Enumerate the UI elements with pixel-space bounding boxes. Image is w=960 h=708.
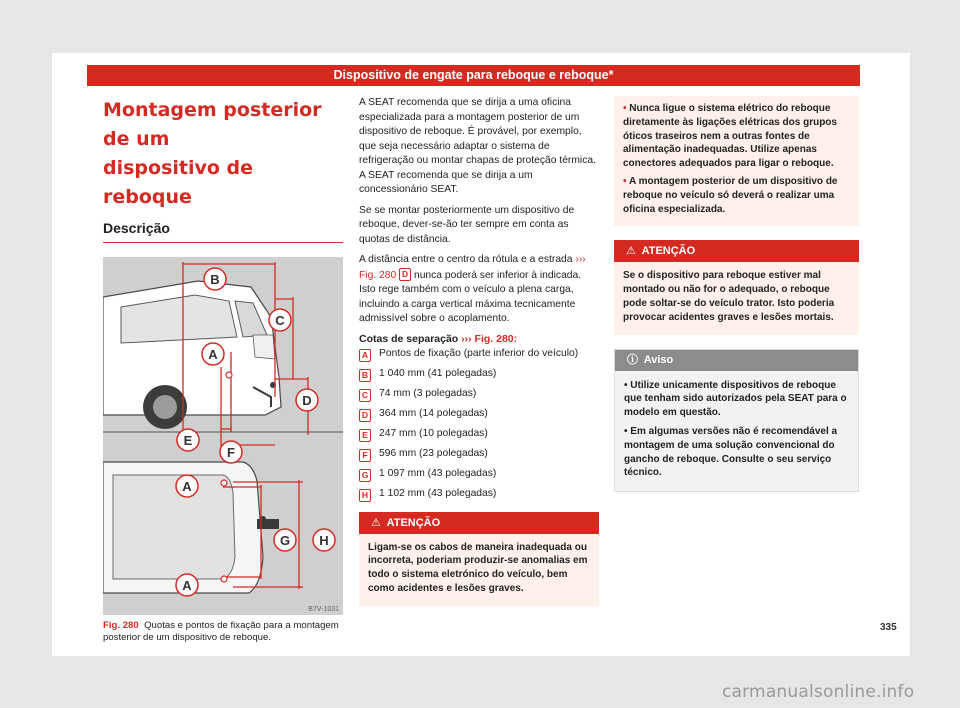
note-bullet-1 [624, 379, 850, 420]
warning-bullet-text: Nunca ligue o sistema elétrico do reboque diretamente às ligações elétricas dos grupos óticos traseiros nem a outras fontes de alimentação inadequadas. Utilize apenas conectores adequados para ligar o reboque. [623, 103, 837, 170]
warning-bullet-1 [623, 102, 851, 171]
distance-item-a [359, 347, 599, 362]
figure-280-link[interactable]: ››› Fig. 280 [359, 254, 586, 281]
warning-label: ATENÇÃO [641, 245, 696, 258]
page-number: 335 [880, 622, 897, 633]
note-body [615, 371, 858, 492]
distance-text: 596 mm (23 polegadas) [379, 447, 488, 459]
figure-caption [103, 620, 343, 644]
note-bullet-text: Em algumas versões não é recomendável a montagem de uma solução convencional do gancho de reboque. Consulte o seu serviço técnico. [624, 425, 838, 479]
svg-text:D: D [302, 393, 312, 408]
bullet-icon: • [624, 379, 628, 391]
bullet-icon: • [623, 175, 627, 187]
info-icon: ⓘ [627, 353, 638, 366]
distance-text: 1 102 mm (43 polegadas) [379, 487, 497, 499]
separation-title-text: Cotas de separação [359, 332, 459, 345]
warning-body-continued [614, 96, 859, 226]
note-box [614, 349, 859, 493]
distance-item-e [359, 427, 599, 442]
note-bullet-text: Utilize unicamente dispositivos de reboque que tenham sido autorizados pela SEAT para o modelo em questão. [624, 379, 847, 419]
watermark: carmanualsonline.info [722, 682, 915, 702]
warning-bullet-text: A montagem posterior de um dispositivo de reboque no veículo só deverá o realizar uma oficina especializada. [623, 175, 838, 215]
warning-header [359, 512, 599, 534]
distance-item-b [359, 367, 599, 382]
label-d [296, 389, 318, 411]
label-a-bottom [176, 574, 198, 596]
note-label: Aviso [643, 353, 674, 366]
section-title-line1: Montagem posterior de um [103, 99, 322, 150]
paragraph-3 [359, 253, 599, 327]
badge-f: F [359, 449, 371, 462]
warning-box-1-continued [614, 96, 859, 226]
svg-text:C: C [275, 313, 285, 328]
badge-g: G [359, 469, 371, 482]
bullet-icon: • [624, 425, 628, 437]
bullet-icon: • [623, 103, 627, 114]
figure-code: B7V-1031 [308, 606, 339, 613]
svg-text:A: A [182, 479, 192, 494]
svg-text:A: A [182, 578, 192, 593]
figure-280 [103, 257, 343, 615]
separation-title [359, 333, 599, 345]
distance-item-d [359, 407, 599, 422]
label-b [204, 268, 226, 290]
label-h [313, 529, 335, 551]
svg-text:E: E [183, 433, 193, 448]
warning-box-2 [614, 240, 859, 334]
svg-text:B: B [210, 272, 220, 287]
label-a-side [202, 343, 224, 365]
middle-column [359, 96, 599, 606]
section-subtitle: Descrição [103, 220, 343, 243]
paragraph-1: A SEAT recomenda que se dirija a uma oficina especializada para a montagem posterior de um dispositivo de reboque. É provável, por exemplo, que seja necessário adaptar o sistema de refrigeração ou montar chapas de proteção térmica. A SEAT recomenda que se dirija a um concessionário SEAT. [359, 97, 596, 195]
badge-h: H [359, 489, 371, 502]
warning-body [359, 534, 599, 606]
paragraph-3-end: nunca poderá ser inferior à indicada. Isto rege também com o veículo a plena carga, incluindo a carga vertical máxima tecnicamente admissível sobre o acoplamento. [359, 269, 582, 324]
warning-body [614, 262, 859, 334]
svg-text:G: G [279, 533, 291, 548]
warning-text: Se o dispositivo para reboque estiver mal montado ou não for o adequado, o reboque pode soltar-se do veículo trator. Isto poderia provocar acidentes graves e lesões mortais. [623, 270, 835, 323]
svg-text:F: F [227, 445, 235, 460]
badge-d: D [399, 268, 411, 281]
note-bullet-2 [624, 425, 850, 480]
distance-item-h [359, 487, 599, 502]
label-c [269, 309, 291, 331]
badge-e: E [359, 429, 371, 442]
svg-text:A: A [208, 347, 218, 362]
distance-item-g [359, 467, 599, 482]
warning-header [614, 240, 859, 262]
warning-label: ATENÇÃO [386, 516, 441, 529]
left-column [103, 96, 343, 644]
badge-d: D [359, 409, 371, 422]
distance-text: 74 mm (3 polegadas) [379, 387, 477, 399]
towbar-diagram [103, 257, 343, 615]
badge-b: B [359, 369, 371, 382]
warning-text: Ligam-se os cabos de maneira inadequada ou incorreta, poderiam produzir-se anomalias em todo o sistema eletrónico do veículo, bem como acidentes e lesões graves. [368, 541, 588, 594]
section-title-line2: dispositivo de reboque [103, 157, 254, 208]
distance-text: 364 mm (14 polegadas) [379, 407, 488, 419]
distance-text: 1 097 mm (43 polegadas) [379, 467, 497, 479]
right-column [614, 96, 859, 492]
warning-triangle-icon: ⚠ [626, 245, 636, 258]
badge-c: C [359, 389, 371, 402]
figure-caption-ref: Fig. 280 [103, 620, 139, 631]
distance-item-c [359, 387, 599, 402]
figure-caption-text: Quotas e pontos de fixação para a montagem posterior de um dispositivo de reboque. [103, 620, 339, 643]
label-e [177, 429, 199, 451]
distance-text: 1 040 mm (41 polegadas) [379, 367, 497, 379]
distance-text: 247 mm (10 polegadas) [379, 427, 488, 439]
separation-figure-link[interactable]: ››› Fig. 280: [461, 332, 518, 345]
paragraph-3-start: A distância entre o centro da rótula e a estrada [359, 254, 573, 265]
badge-a: A [359, 349, 371, 362]
chapter-header: Dispositivo de engate para reboque e reboque* [87, 65, 860, 86]
warning-bullet-2 [623, 175, 851, 216]
svg-text:H: H [319, 533, 329, 548]
section-title [103, 96, 343, 212]
warning-triangle-icon: ⚠ [371, 516, 381, 529]
label-f [220, 441, 242, 463]
warning-box-1 [359, 512, 599, 606]
distance-text: Pontos de fixação (parte inferior do veículo) [379, 347, 579, 359]
label-a-top [176, 475, 198, 497]
distance-item-f [359, 447, 599, 462]
note-header [615, 350, 858, 371]
label-g [274, 529, 296, 551]
distance-list [359, 347, 599, 502]
paragraph-2: Se se montar posteriormente um dispositivo de reboque, dever-se-ão ter sempre em conta as quotas de distância. [359, 204, 575, 245]
